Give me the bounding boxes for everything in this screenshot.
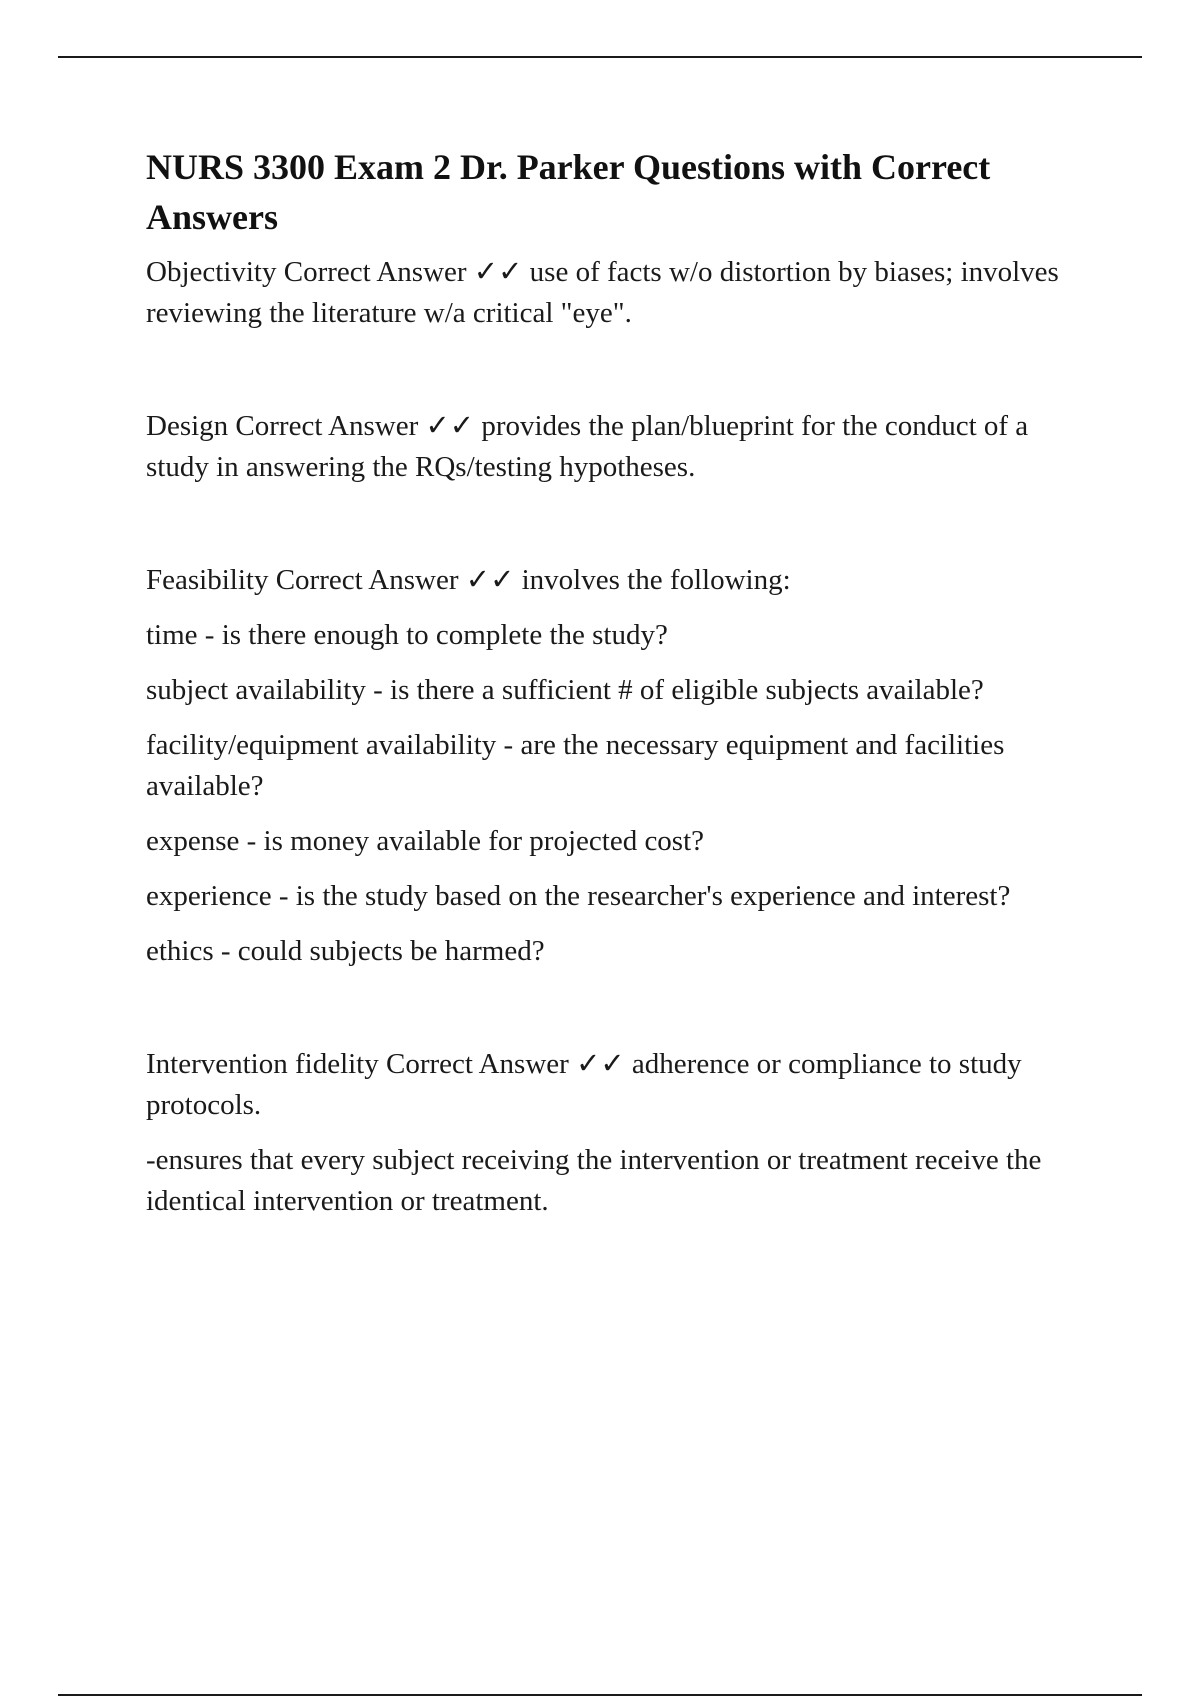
detail-line: expense - is money available for projected cost? — [146, 825, 705, 857]
bottom-rule — [58, 1694, 1142, 1696]
detail-line: ethics - could subjects be harmed? — [146, 935, 545, 967]
correct-answer-label: Correct Answer — [386, 1048, 569, 1080]
entry-term: Intervention fidelity — [146, 1048, 379, 1080]
document-title: NURS 3300 Exam 2 Dr. Parker Questions with Correct Answers — [146, 147, 991, 237]
entry-definition: use of facts w/o distortion by biases; involves reviewing the literature w/a critical "eye". — [146, 256, 1059, 329]
entry-paragraph — [146, 560, 1086, 601]
correct-answer-label: Correct Answer — [275, 564, 459, 596]
top-rule — [58, 56, 1142, 58]
detail-line: time - is there enough to complete the study? — [146, 619, 668, 651]
entry-term: Design — [146, 410, 229, 442]
correct-answer-label: Correct Answer — [235, 410, 419, 442]
check-marks-icon: ✓✓ — [465, 564, 515, 596]
entry-paragraph — [146, 252, 1086, 334]
qa-entry-intervention-fidelity — [146, 1044, 1086, 1222]
qa-entry-design — [146, 406, 1086, 488]
entry-definition: involves the following: — [521, 564, 791, 596]
correct-answer-label: Correct Answer — [283, 256, 467, 288]
detail-line: experience - is the study based on the researcher's experience and interest? — [146, 880, 1011, 912]
entry-paragraph — [146, 406, 1086, 488]
entry-paragraph — [146, 1044, 1086, 1126]
check-marks-icon: ✓✓ — [576, 1048, 625, 1080]
entry-term: Feasibility — [146, 564, 269, 596]
entry-definition: adherence or compliance to study protocols. — [146, 1048, 1022, 1121]
qa-entry-objectivity — [146, 252, 1086, 334]
check-marks-icon: ✓✓ — [425, 410, 475, 442]
check-marks-icon: ✓✓ — [473, 256, 523, 288]
entry-term: Objectivity — [146, 256, 277, 288]
qa-entry-feasibility — [146, 560, 1086, 972]
detail-line: -ensures that every subject receiving the intervention or treatment receive the identical intervention or treatment. — [146, 1144, 1042, 1217]
detail-line: subject availability - is there a sufficient # of eligible subjects available? — [146, 674, 984, 706]
entry-definition: provides the plan/blueprint for the conduct of a study in answering the RQs/testing hypotheses. — [146, 410, 1029, 483]
detail-line: facility/equipment availability - are the necessary equipment and facilities available? — [146, 729, 1005, 802]
document-body — [146, 142, 1086, 1222]
